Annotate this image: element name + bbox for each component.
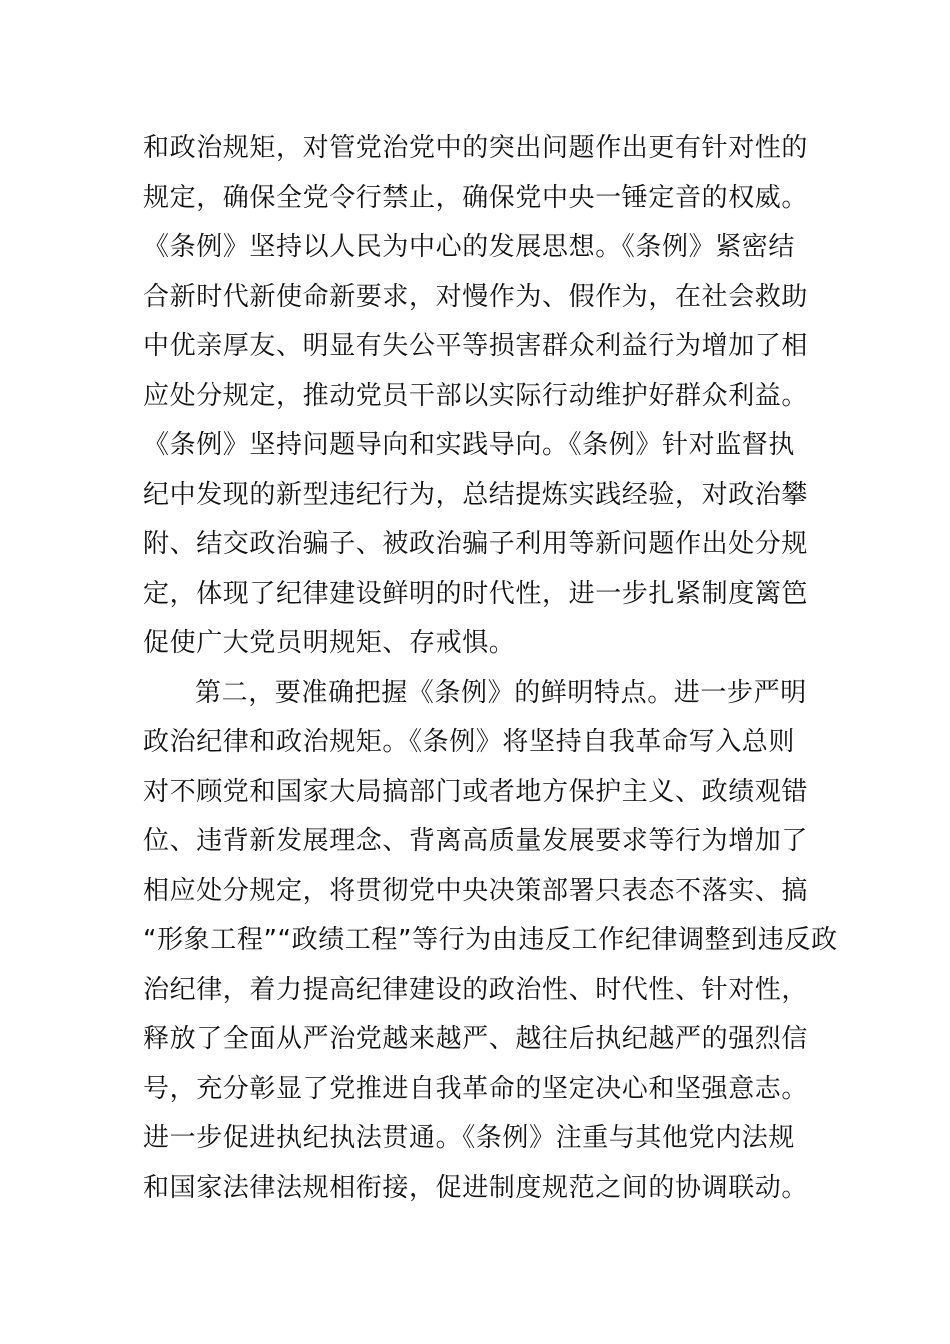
- text-line: 《条例》坚持以人民为中心的发展思想。《条例》紧密结: [143, 232, 796, 262]
- text-line: 相应处分规定，将贯彻党中央决策部署只表态不落实、搞: [143, 875, 809, 906]
- body-text: [143, 124, 838, 1213]
- text-line: 促使广大党员明规矩、存戒惧。: [143, 628, 516, 658]
- text-line: 治纪律，着力提高纪律建设的政治性、时代性、针对性，: [143, 974, 809, 1005]
- text-line: 位、违背新发展理念、背离高质量发展要求等行为增加了: [143, 826, 809, 856]
- text-line: 释放了全面从严治党越来越严、越往后执纪越严的强烈信: [143, 1024, 809, 1054]
- text-line: 和政治规矩，对管党治党中的突出问题作出更有针对性的: [143, 133, 809, 163]
- text-line: 进一步促进执纪执法贯通。《条例》注重与其他党内法规: [143, 1123, 796, 1153]
- text-line: 中优亲厚友、明显有失公平等损害群众利益行为增加了相: [143, 331, 809, 361]
- text-line: 对不顾党和国家大局搞部门或者地方保护主义、政绩观错: [143, 776, 809, 807]
- text-line: 应处分规定，推动党员干部以实际行动维护好群众利益。: [143, 380, 809, 411]
- paragraph-start-line: 第二，要准确把握《条例》的鲜明特点。进一步严明: [195, 677, 807, 708]
- text-line: 纪中发现的新型违纪行为，总结提炼实践经验，对政治攀: [143, 479, 809, 510]
- text-line: 合新时代新使命新要求，对慢作为、假作为，在社会救助: [143, 281, 809, 312]
- text-line: “形象工程”“政绩工程”等行为由违反工作纪律调整到违反政: [143, 925, 838, 955]
- text-line: 和国家法律法规相衔接，促进制度规范之间的协调联动。: [143, 1172, 809, 1203]
- text-line: 规定，确保全党令行禁止，确保党中央一锤定音的权威。: [143, 182, 809, 213]
- text-line: 号，充分彰显了党推进自我革命的坚定决心和坚强意志。: [143, 1073, 809, 1104]
- text-line: 附、结交政治骗子、被政治骗子利用等新问题作出处分规: [143, 529, 809, 559]
- text-line: 《条例》坚持问题导向和实践导向。《条例》针对监督执: [143, 430, 796, 460]
- text-line: 定，体现了纪律建设鲜明的时代性，进一步扎紧制度篱笆: [143, 578, 809, 609]
- text-line: 政治纪律和政治规矩。《条例》将坚持自我革命写入总则: [143, 727, 796, 757]
